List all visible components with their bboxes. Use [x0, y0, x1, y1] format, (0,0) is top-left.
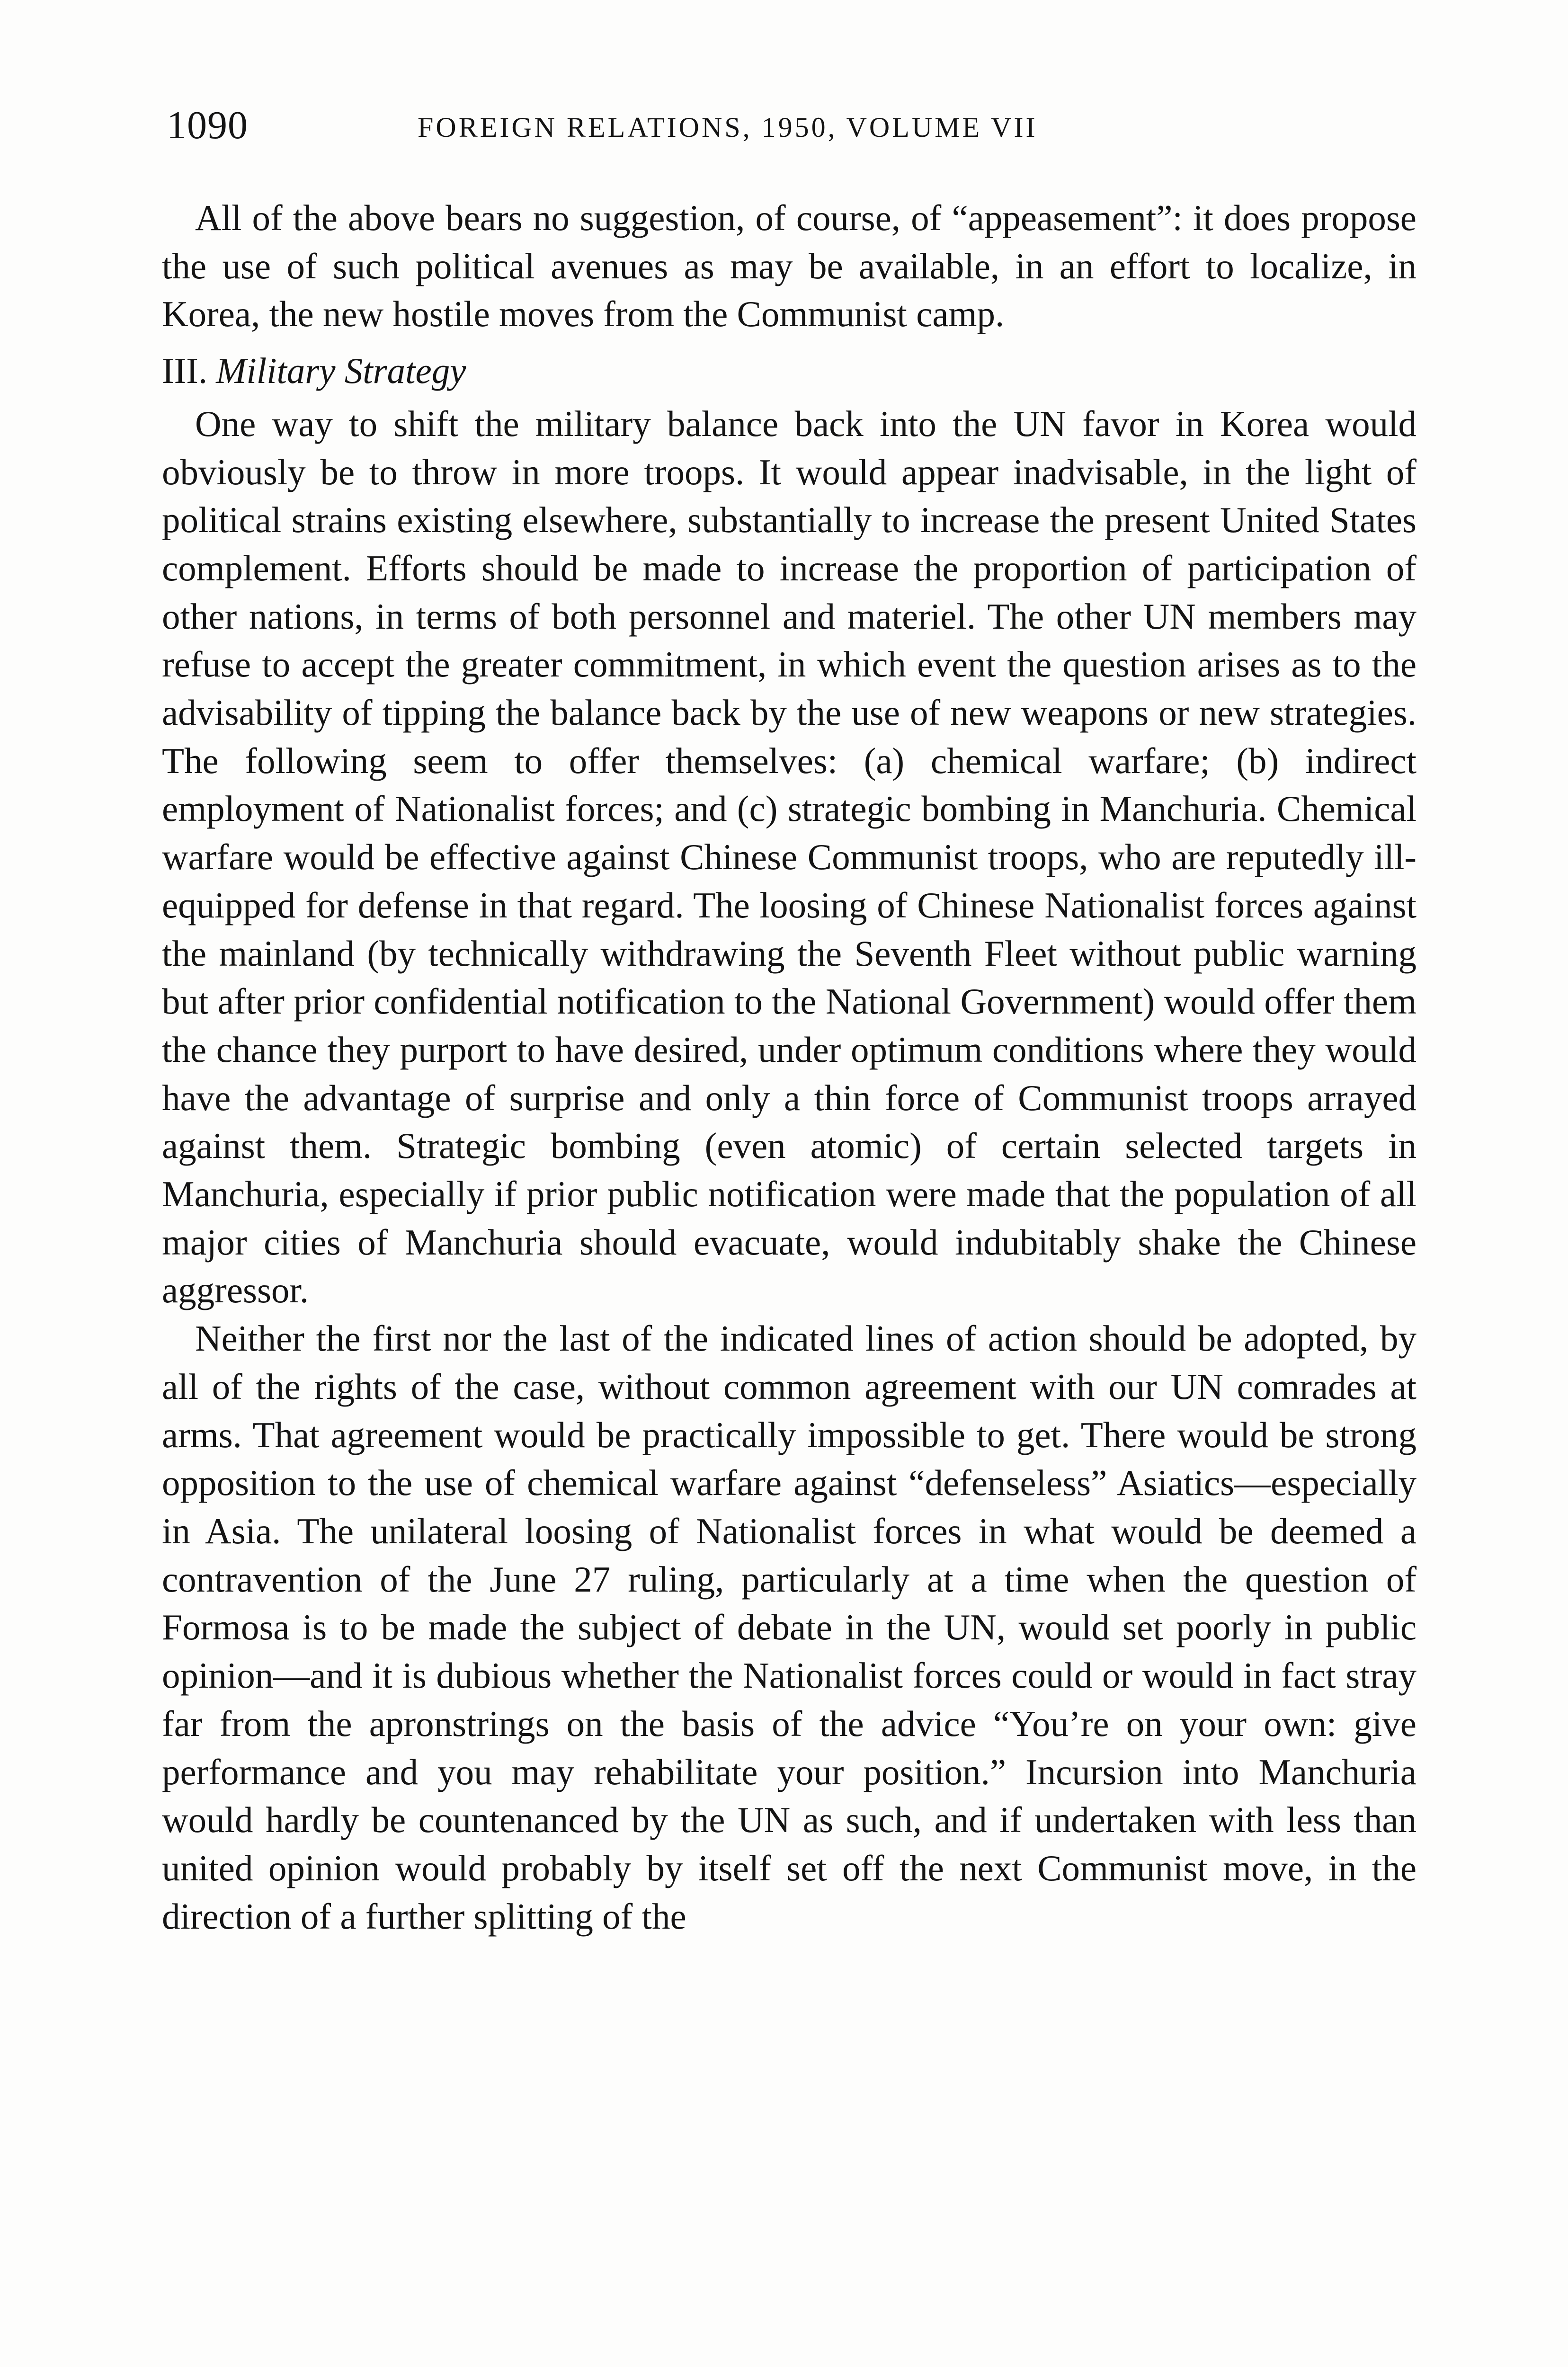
section-heading: [162, 347, 1417, 395]
section-numeral: III.: [162, 350, 208, 392]
page-number: 1090: [167, 103, 248, 147]
page-header: [167, 102, 1412, 154]
paragraph-lines-of-action: Neither the first nor the last of the indicated lines of action should be adopted, by all of the rights of the case, without common agreement with our UN comrades at arms. That agreement would be practically impossible to get. There would be strong opposition to the use of chemical warfare against “defenseless” Asiatics—especially in Asia. The unilateral loosing of Nationalist forces in what would be deemed a contravention of the June 27 ruling, particularly at a time when the question of Formosa is to be made the subject of debate in the UN, would set poorly in public opinion—and it is dubious whether the Nationalist forces could or would in fact stray far from the apronstrings on the basis of the advice “You’re on your own: give performance and you may rehabilitate your position.” Incursion into Manchuria would hardly be countenanced by the UN as such, and if undertaken with less than united opinion would probably by itself set off the next Communist move, in the direction of a further splitting of the: [162, 1318, 1417, 1937]
paragraph-appeasement: All of the above bears no suggestion, of course, of “appeasement”: it does propose the use of such political avenues as may be available, in an effort to localize, in Korea, the new hostile moves from the Communist camp.: [162, 197, 1417, 335]
section-title: Military Strategy: [216, 350, 466, 392]
body-text: [162, 194, 1417, 1940]
running-head: FOREIGN RELATIONS, 1950, VOLUME VII: [418, 112, 1038, 143]
paragraph-military-balance: One way to shift the military balance back into the UN favor in Korea would obviously be to throw in more troops. It would appear inadvisable, in the light of political strains existing elsewhere, substantially to increase the present United States complement. Efforts should be made to increase the proportion of participation of other nations, in terms of both personnel and materiel. The other UN members may refuse to accept the greater commitment, in which event the question arises as to the advisability of tipping the balance back by the use of new weapons or new strategies. The following seem to offer themselves: (a) chemical warfare; (b) indirect employment of Nationalist forces; and (c) strategic bombing in Manchuria. Chemical warfare would be effective against Chinese Communist troops, who are reputedly ill-equipped for defense in that regard. The loosing of Chinese Nationalist forces against the mainland (by technically withdrawing the Seventh Fleet without public warning but after prior confidential notification to the National Government) would offer them the chance they purport to have desired, under optimum conditions where they would have the advantage of surprise and only a thin force of Communist troops arrayed against them. Strategic bombing (even atomic) of certain selected targets in Manchuria, especially if prior public notification were made that the population of all major cities of Manchuria should evacuate, would indubitably shake the Chinese aggressor.: [162, 403, 1417, 1311]
